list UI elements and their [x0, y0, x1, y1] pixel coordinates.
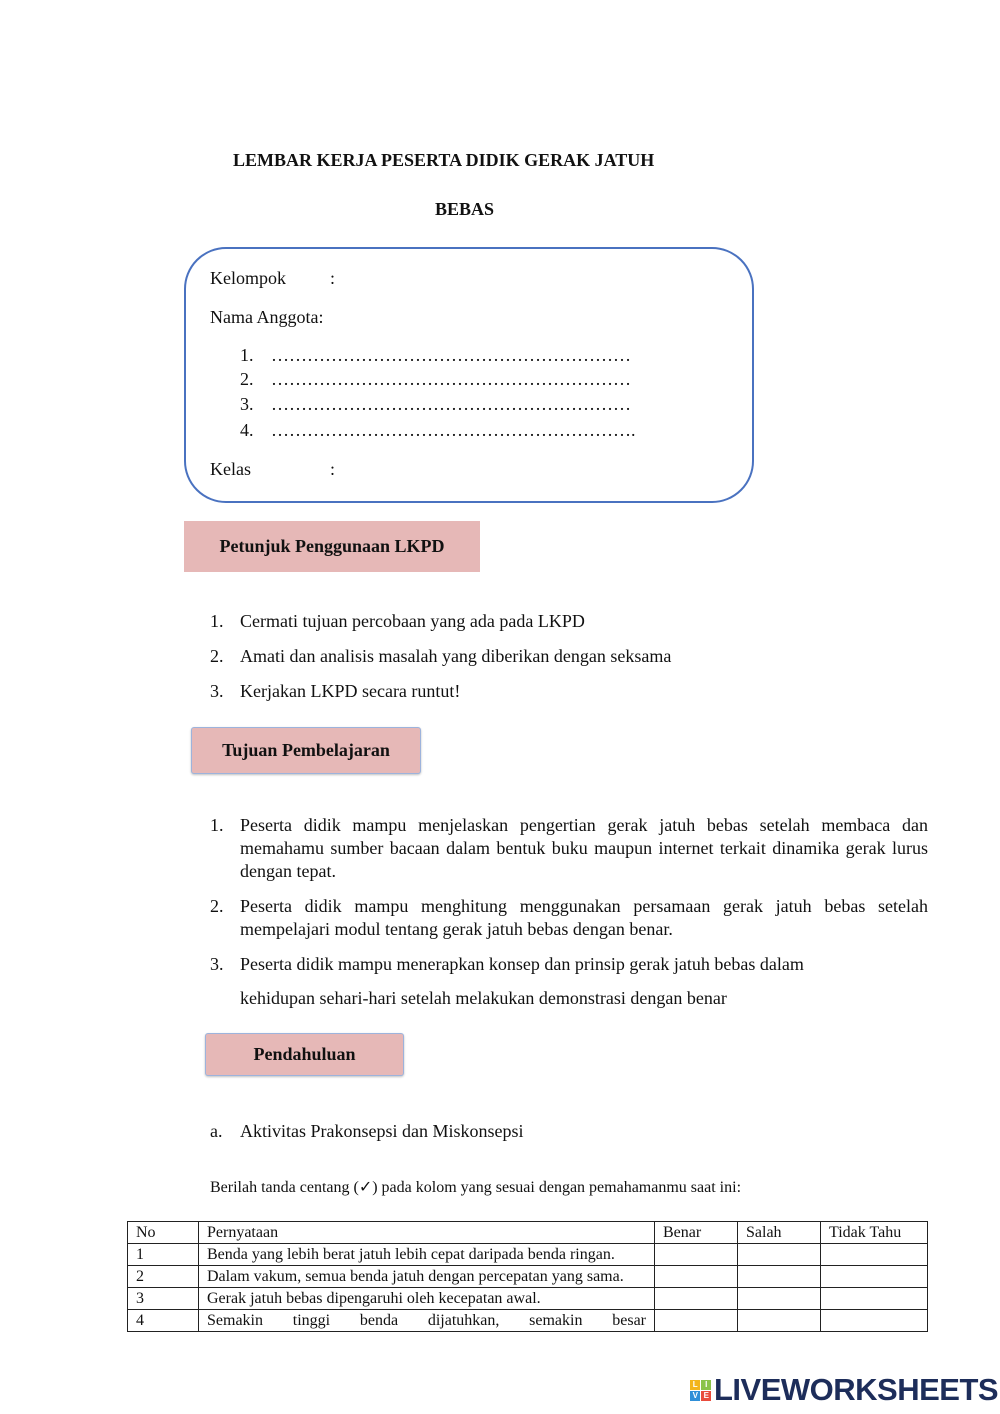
- title-line-2: BEBAS: [435, 199, 495, 219]
- statement-table: [127, 1221, 928, 1332]
- benar-cell[interactable]: [655, 1288, 738, 1310]
- liveworksheets-logo: [690, 1372, 998, 1408]
- header-benar: Benar: [655, 1222, 738, 1244]
- table-row: [128, 1244, 928, 1266]
- tujuan-item-2: [210, 895, 928, 941]
- petunjuk-item-1: [210, 610, 928, 633]
- subsection-title: Aktivitas Prakonsepsi dan Miskonsepsi: [240, 1121, 524, 1141]
- item-number: 3.: [210, 681, 224, 701]
- salah-cell[interactable]: [738, 1288, 821, 1310]
- tujuan-heading-text: Tujuan Pembelajaran: [222, 740, 390, 760]
- header-pernyataan: Pernyataan: [199, 1222, 655, 1244]
- benar-cell[interactable]: [655, 1266, 738, 1288]
- header-salah: Salah: [738, 1222, 821, 1244]
- kelas-label: Kelas: [210, 459, 251, 479]
- member-4-field[interactable]: …………………………………………………….: [271, 420, 636, 440]
- item-number: 2.: [210, 646, 224, 666]
- logo-text: LIVEWORKSHEETS: [714, 1372, 999, 1407]
- header-tidak-tahu: Tidak Tahu: [821, 1222, 928, 1244]
- member-3-field[interactable]: ……………………………………………………: [271, 394, 631, 414]
- kelompok-colon: :: [330, 268, 336, 288]
- petunjuk-item-2: [210, 645, 928, 668]
- petunjuk-heading-text: Petunjuk Penggunaan LKPD: [219, 536, 445, 556]
- row-number: 1: [128, 1244, 199, 1266]
- item-number: 1.: [210, 611, 224, 631]
- item-number: 3.: [210, 954, 224, 974]
- item-text: Peserta didik mampu menghitung menggunakan persamaan gerak jatuh bebas setelah mempelajari modul tentang gerak jatuh bebas dengan benar.: [240, 896, 928, 939]
- subsection-letter: a.: [210, 1121, 223, 1141]
- tujuan-item-3: [210, 953, 928, 976]
- row-number: 2: [128, 1266, 199, 1288]
- row-statement: Gerak jatuh bebas dipengaruhi oleh kecepatan awal.: [199, 1288, 655, 1310]
- item-number: 2.: [210, 896, 224, 916]
- salah-cell[interactable]: [738, 1244, 821, 1266]
- kelas-colon: :: [330, 459, 336, 479]
- item-text: Cermati tujuan percobaan yang ada pada LKPD: [240, 611, 585, 631]
- tujuan-item-1: [210, 814, 928, 883]
- tidak-tahu-cell[interactable]: [821, 1266, 928, 1288]
- pendahuluan-heading-text: Pendahuluan: [253, 1044, 356, 1064]
- item-text: Peserta didik mampu menjelaskan pengertian gerak jatuh bebas setelah membaca dan memahamu sumber bacaan dalam bentuk buku maupun internet terkait dinamika gerak lurus dengan tepat.: [240, 815, 928, 881]
- row-number: 4: [128, 1310, 199, 1332]
- table-row: [128, 1310, 928, 1332]
- salah-cell[interactable]: [738, 1310, 821, 1332]
- tidak-tahu-cell[interactable]: [821, 1310, 928, 1332]
- member-1-field[interactable]: ……………………………………………………: [271, 345, 631, 365]
- member-4-number: 4.: [240, 420, 254, 440]
- salah-cell[interactable]: [738, 1266, 821, 1288]
- table-row: [128, 1288, 928, 1310]
- row-statement: Semakin tinggi benda dijatuhkan, semakin besar: [199, 1310, 655, 1332]
- petunjuk-heading: [184, 521, 480, 572]
- member-1-number: 1.: [240, 345, 254, 365]
- tidak-tahu-cell[interactable]: [821, 1288, 928, 1310]
- nama-anggota-label: Nama Anggota:: [210, 307, 324, 327]
- pendahuluan-heading: [205, 1033, 404, 1076]
- kelompok-label: Kelompok: [210, 268, 286, 288]
- row-statement: Benda yang lebih berat jatuh lebih cepat daripada benda ringan.: [199, 1244, 655, 1266]
- petunjuk-item-3: [210, 680, 928, 703]
- member-3-number: 3.: [240, 394, 254, 414]
- item-number: 1.: [210, 815, 224, 835]
- tidak-tahu-cell[interactable]: [821, 1244, 928, 1266]
- tujuan-item-3-continued: kehidupan sehari-hari setelah melakukan demonstrasi dengan benar: [240, 988, 727, 1008]
- item-text: Peserta didik mampu menerapkan konsep dan prinsip gerak jatuh bebas dalam: [240, 954, 804, 974]
- tujuan-heading: [191, 727, 421, 774]
- item-text: Amati dan analisis masalah yang diberikan dengan seksama: [240, 646, 672, 666]
- table-header-row: [128, 1222, 928, 1244]
- benar-cell[interactable]: [655, 1310, 738, 1332]
- benar-cell[interactable]: [655, 1244, 738, 1266]
- member-2-field[interactable]: ……………………………………………………: [271, 369, 631, 389]
- table-row: [128, 1266, 928, 1288]
- logo-icon: L I V E: [690, 1380, 711, 1401]
- item-text: Kerjakan LKPD secara runtut!: [240, 681, 461, 701]
- row-number: 3: [128, 1288, 199, 1310]
- header-no: No: [128, 1222, 199, 1244]
- row-statement: Dalam vakum, semua benda jatuh dengan percepatan yang sama.: [199, 1266, 655, 1288]
- member-2-number: 2.: [240, 369, 254, 389]
- title-line-1: LEMBAR KERJA PESERTA DIDIK GERAK JATUH: [233, 150, 655, 170]
- instruction-text: Berilah tanda centang (✓) pada kolom yang sesuai dengan pemahamanmu saat ini:: [210, 1179, 742, 1196]
